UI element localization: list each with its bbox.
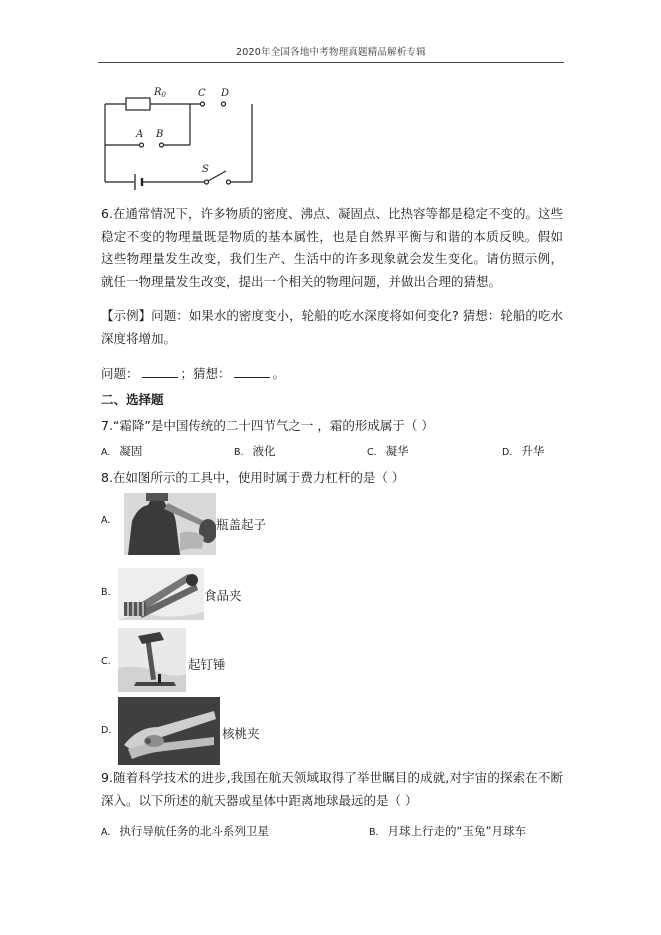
q8-option-a-key[interactable]: A. — [101, 515, 111, 526]
circuit-diagram — [98, 84, 268, 190]
q9-text: 9.随着科学技术的进步,我国在航天领域取得了举世瞩目的成就,对宇宙的探索在不断深入。以下所述的航天器或星体中距离地球最远的是（ ） — [101, 770, 563, 808]
q7-option-b[interactable]: B. 液化 — [234, 444, 276, 458]
label-r0: $R_0$ — [154, 87, 166, 99]
q7-option-c[interactable]: C. 凝华 — [367, 444, 409, 458]
label-c: C — [198, 88, 206, 99]
q9-option-b[interactable]: B. 月球上行走的“玉兔”月球车 — [369, 824, 526, 838]
label-a: A — [136, 129, 144, 140]
q8-option-a-caption: 瓶盖起子 — [216, 517, 267, 532]
q8-option-d-key[interactable]: D. — [101, 725, 112, 736]
q6-guess-blank[interactable] — [234, 365, 270, 378]
label-b: B — [156, 129, 164, 140]
q6-question-blank[interactable] — [142, 365, 178, 378]
q8-option-c-key[interactable]: C. — [101, 656, 111, 667]
bottle-opener-photo — [124, 493, 216, 555]
claw-hammer-photo — [118, 628, 186, 692]
q6-text: 6.在通常情况下，许多物质的密度、沸点、凝固点、比热容等都是稳定不变的。这些稳定不变的物理量既是物质的基本属性，也是自然界平衡与和谐的本质反映。假如这些物理量发生改变，我们生产、生活中的许多现象就会发生变化。请仿照示例，就任一物理量发生改变，提出一个相关的物理问题，并做出合理的猜想。 — [101, 206, 563, 289]
label-d: D — [221, 88, 230, 99]
food-tongs-photo — [118, 568, 204, 620]
nutcracker-photo — [118, 697, 220, 765]
q8-text: 8.在如图所示的工具中，使用时属于费力杠杆的是（ ） — [101, 470, 405, 485]
q7-text: 7.“霜降”是中国传统的二十四节气之一 ，霜的形成属于（ ） — [101, 418, 434, 433]
q7-option-a[interactable]: A. 凝固 — [101, 444, 143, 458]
label-s: S — [202, 164, 209, 175]
q8-option-b-key[interactable]: B. — [101, 587, 111, 598]
page-header: 2020年全国各地中考物理真题精品解析专辑 — [236, 47, 426, 58]
q6-answer-line: 问题： ；猜想： 。 — [101, 366, 286, 381]
section-title: 二、选择题 — [101, 392, 164, 407]
header-rule — [98, 62, 564, 63]
q8-option-c-caption: 起钉锤 — [188, 657, 226, 672]
q7-option-d[interactable]: D. 升华 — [502, 444, 545, 458]
q8-option-b-caption: 食品夹 — [204, 588, 242, 603]
q9-option-a[interactable]: A. 执行导航任务的北斗系列卫星 — [101, 824, 269, 838]
q6-example: 【示例】问题：如果水的密度变小，轮船的吃水深度将如何变化? 猜想：轮船的吃水深度将增加。 — [101, 308, 563, 346]
q8-option-d-caption: 核桃夹 — [222, 726, 260, 741]
